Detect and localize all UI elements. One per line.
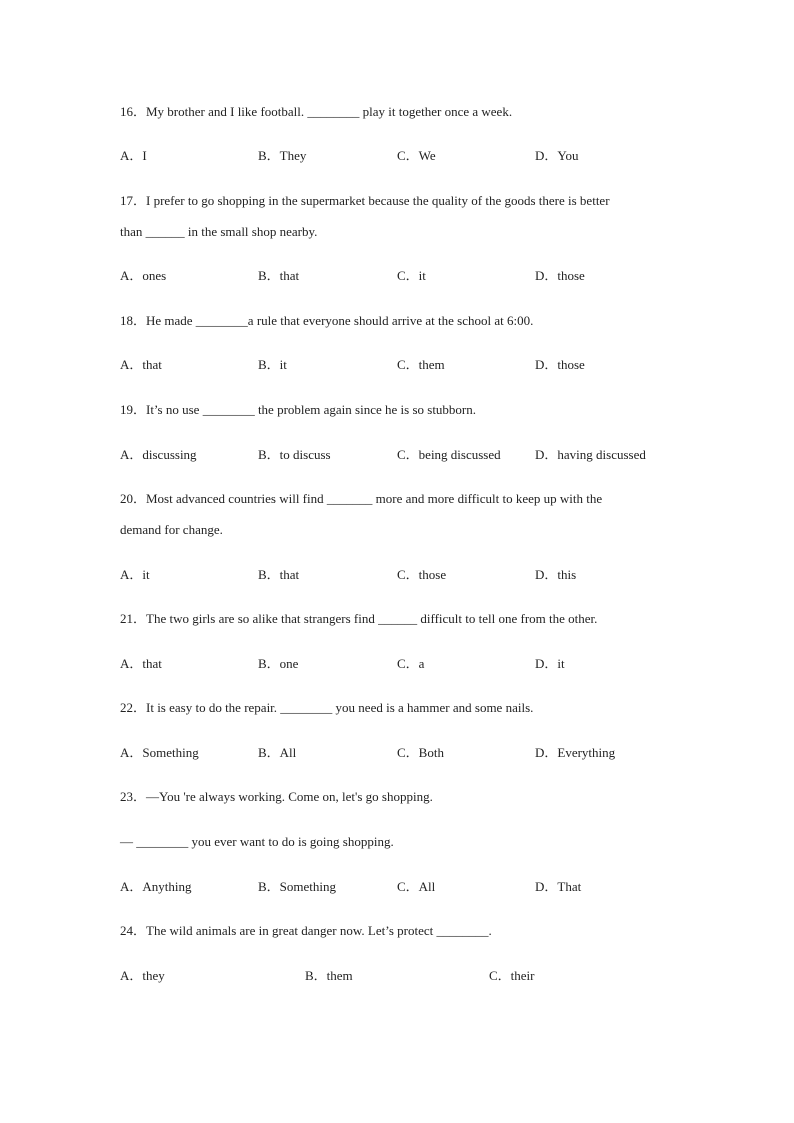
question-16-option-d[interactable]: D．You — [535, 148, 579, 163]
question-19-text: 19．It’s no use ________ the problem again since he is so stubborn. — [120, 402, 477, 417]
question-16-text: 16．My brother and I like football. ________ play it together once a week. — [120, 104, 513, 119]
question-20-text-continued: demand for change. — [120, 522, 223, 537]
question-16-option-b[interactable]: B．They — [258, 148, 307, 163]
question-24-option-c[interactable]: C．their — [489, 968, 535, 983]
question-18-text: 18．He made ________a rule that everyone should arrive at the school at 6:00. — [120, 313, 534, 328]
question-21-option-c[interactable]: C．a — [397, 656, 425, 671]
question-19-option-b[interactable]: B．to discuss — [258, 447, 331, 462]
question-17-text-continued: than ______ in the small shop nearby. — [120, 224, 318, 239]
question-24-text: 24．The wild animals are in great danger now. Let’s protect ________. — [120, 923, 492, 938]
question-18-option-d[interactable]: D．those — [535, 357, 585, 372]
question-18-option-a[interactable]: A．that — [120, 357, 162, 372]
question-20-text: 20．Most advanced countries will find _______ more and more difficult to keep up with the — [120, 491, 603, 506]
question-21-option-d[interactable]: D．it — [535, 656, 565, 671]
question-18-option-b[interactable]: B．it — [258, 357, 287, 372]
question-23-option-c[interactable]: C．All — [397, 879, 436, 894]
question-17-option-b[interactable]: B．that — [258, 268, 300, 283]
question-17-text: 17．I prefer to go shopping in the supermarket because the quality of the goods there is better — [120, 193, 610, 208]
question-18-option-c[interactable]: C．them — [397, 357, 445, 372]
question-22-option-c[interactable]: C．Both — [397, 745, 444, 760]
question-22-option-b[interactable]: B．All — [258, 745, 297, 760]
question-20-option-c[interactable]: C．those — [397, 567, 447, 582]
question-17-option-c[interactable]: C．it — [397, 268, 426, 283]
question-16-option-a[interactable]: A．I — [120, 148, 147, 163]
question-20-option-d[interactable]: D．this — [535, 567, 577, 582]
question-21-option-b[interactable]: B．one — [258, 656, 299, 671]
question-23-option-d[interactable]: D．That — [535, 879, 582, 894]
question-23-text: 23．—You 're always working. Come on, let's go shopping. — [120, 789, 433, 804]
question-23-text-continued: — ________ you ever want to do is going shopping. — [120, 834, 394, 849]
question-24-option-a[interactable]: A．they — [120, 968, 165, 983]
question-20-option-b[interactable]: B．that — [258, 567, 300, 582]
question-23-option-a[interactable]: A．Anything — [120, 879, 192, 894]
question-21-text: 21．The two girls are so alike that strangers find ______ difficult to tell one from the other. — [120, 611, 598, 626]
question-22-text: 22．It is easy to do the repair. ________ you need is a hammer and some nails. — [120, 700, 534, 715]
question-21-option-a[interactable]: A．that — [120, 656, 162, 671]
question-19-option-d[interactable]: D．having discussed — [535, 447, 646, 462]
question-17-option-d[interactable]: D．those — [535, 268, 585, 283]
question-22-option-a[interactable]: A．Something — [120, 745, 199, 760]
question-17-option-a[interactable]: A．ones — [120, 268, 167, 283]
question-22-option-d[interactable]: D．Everything — [535, 745, 616, 760]
question-16-option-c[interactable]: C．We — [397, 148, 436, 163]
question-24-option-b[interactable]: B．them — [305, 968, 353, 983]
question-23-option-b[interactable]: B．Something — [258, 879, 337, 894]
question-19-option-c[interactable]: C．being discussed — [397, 447, 501, 462]
question-20-option-a[interactable]: A．it — [120, 567, 150, 582]
question-19-option-a[interactable]: A．discussing — [120, 447, 197, 462]
